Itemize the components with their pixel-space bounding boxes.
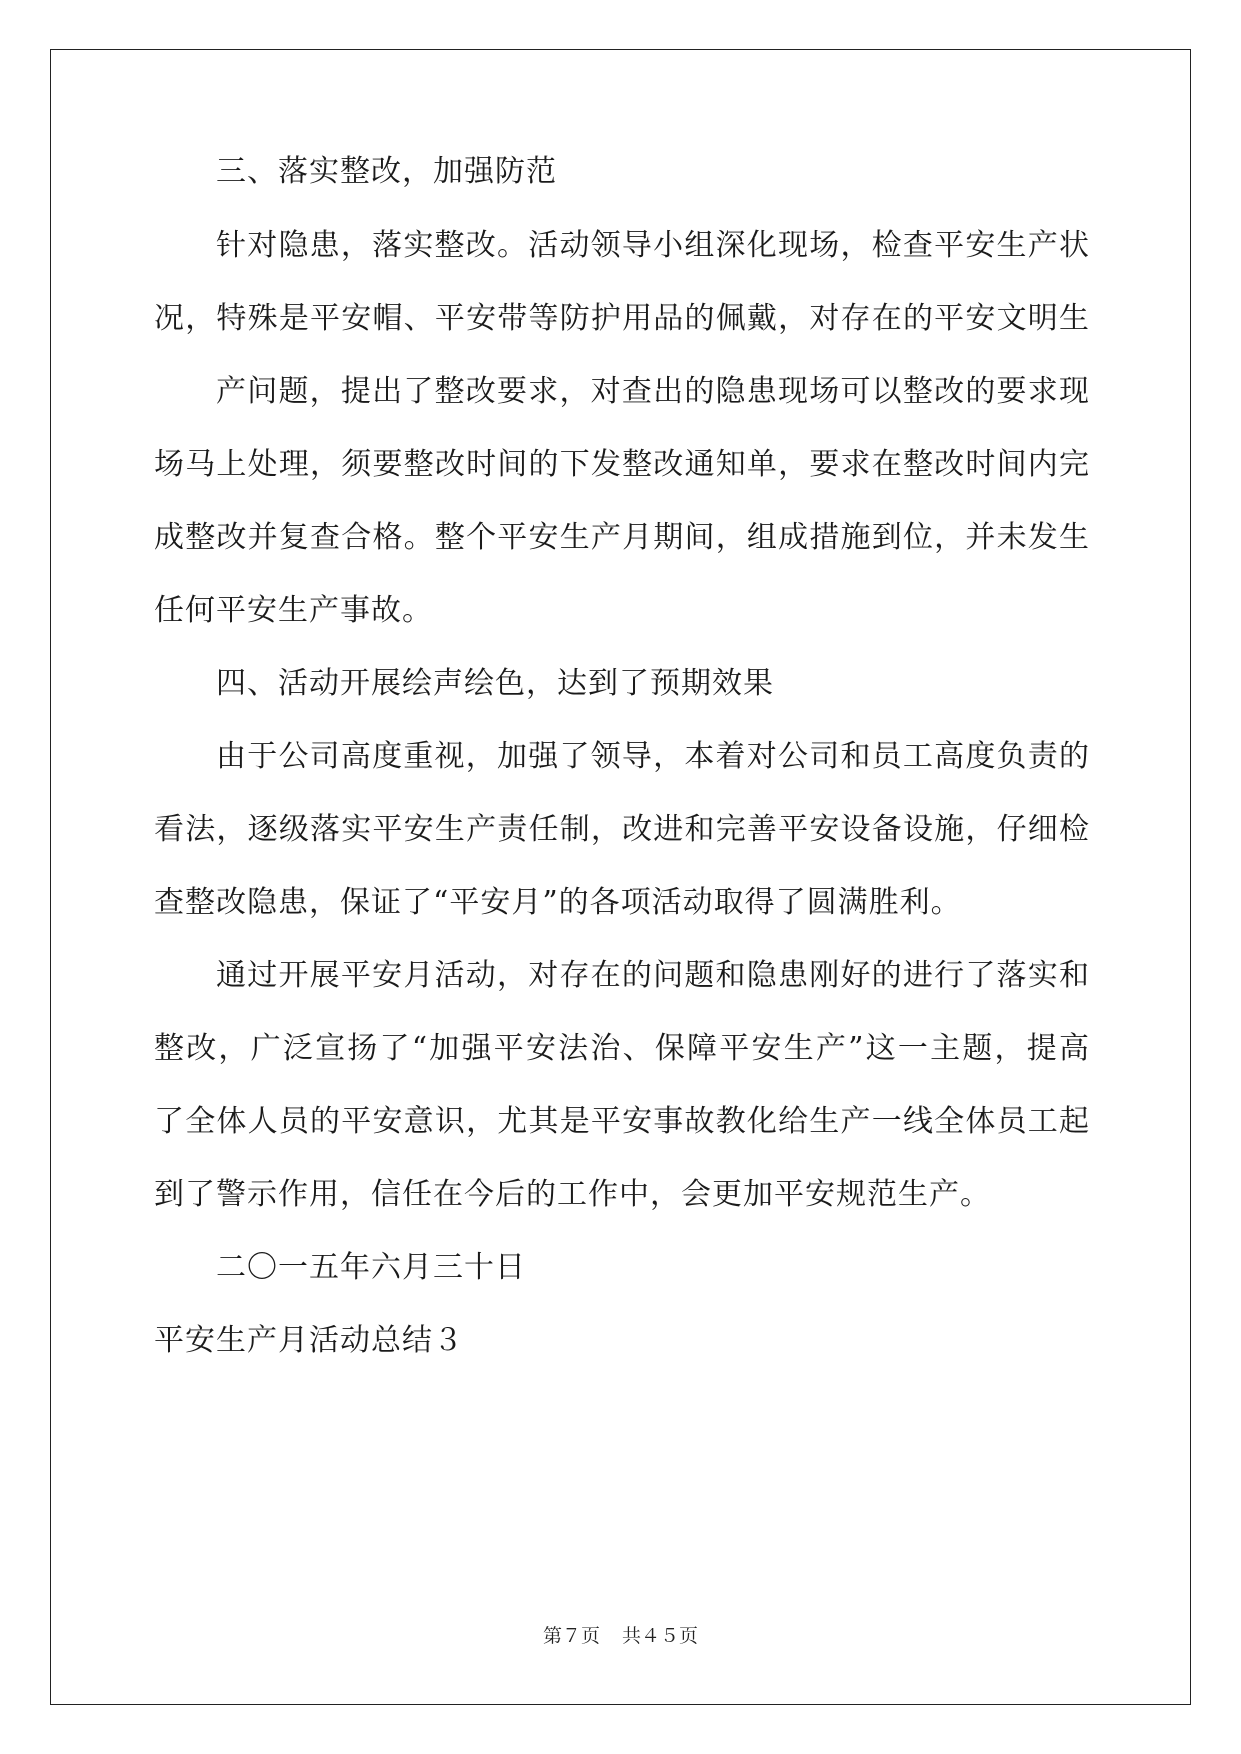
paragraph-line: 由于公司高度重视，加强了领导，本着对公司和员工高度负责的 — [216, 739, 1090, 774]
paragraph-line: 产问题，提出了整改要求，对查出的隐患现场可以整改的要求现 — [216, 374, 1090, 409]
paragraph-line: 整改，广泛宣扬了“加强平安法治、保障平安生产”这一主题，提高 — [154, 1031, 1090, 1066]
document-date: 二〇一五年六月三十日 — [216, 1250, 526, 1285]
paragraph-line: 了全体人员的平安意识，尤其是平安事故教化给生产一线全体员工起 — [154, 1104, 1090, 1139]
section-heading-4: 四、活动开展绘声绘色，达到了预期效果 — [216, 666, 774, 701]
paragraph-line: 场马上处理，须要整改时间的下发整改通知单，要求在整改时间内完 — [154, 447, 1090, 482]
paragraph-line: 查整改隐患，保证了“平安月”的各项活动取得了圆满胜利。 — [154, 885, 962, 920]
next-section-title: 平安生产月活动总结３ — [154, 1323, 464, 1358]
page-number-total: 共４５页 — [622, 1625, 699, 1647]
page-footer — [0, 1624, 1241, 1648]
section-heading-3: 三、落实整改，加强防范 — [216, 154, 557, 189]
paragraph-line: 看法，逐级落实平安生产责任制，改进和完善平安设备设施，仔细检 — [154, 812, 1090, 847]
paragraph-line: 到了警示作用，信任在今后的工作中，会更加平安规范生产。 — [154, 1177, 991, 1212]
paragraph-line: 任何平安生产事故。 — [154, 593, 433, 628]
paragraph-line: 况，特殊是平安帽、平安带等防护用品的佩戴，对存在的平安文明生 — [154, 301, 1090, 336]
page-number-current: 第７页 — [542, 1625, 600, 1647]
paragraph-line: 成整改并复查合格。整个平安生产月期间，组成措施到位，并未发生 — [154, 520, 1090, 555]
page-border — [50, 49, 1191, 1705]
paragraph-line: 针对隐患，落实整改。活动领导小组深化现场，检查平安生产状 — [216, 228, 1090, 263]
paragraph-line: 通过开展平安月活动，对存在的问题和隐患刚好的进行了落实和 — [216, 958, 1090, 993]
